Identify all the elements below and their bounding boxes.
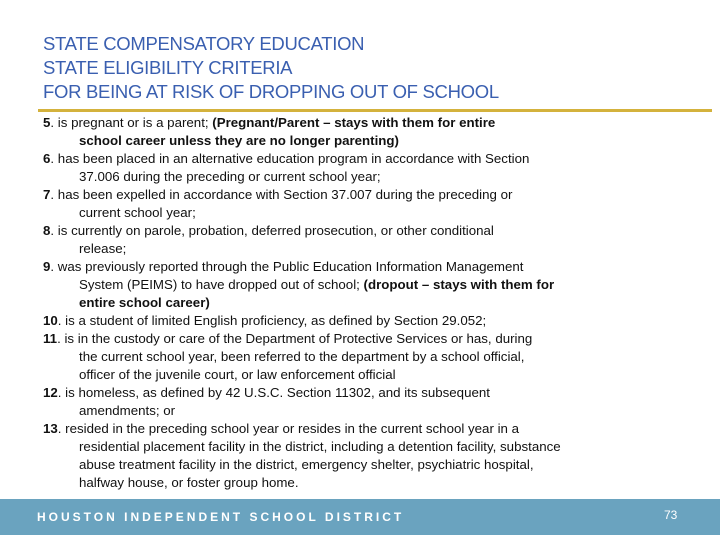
criteria-item: [43, 114, 561, 150]
criteria-number: 5: [43, 115, 51, 130]
criteria-line: [43, 132, 561, 150]
criteria-item: [43, 384, 561, 420]
criteria-line: [43, 204, 561, 222]
criteria-number: 7: [43, 187, 51, 202]
criteria-line: [43, 276, 561, 294]
criteria-text: 37.006 during the preceding or current school year;: [79, 169, 381, 184]
criteria-note: school career unless they are no longer parenting): [79, 133, 399, 148]
criteria-line: [43, 366, 561, 384]
criteria-line: [43, 294, 561, 312]
criteria-item: [43, 258, 561, 312]
criteria-number: 6: [43, 151, 51, 166]
criteria-text: current school year;: [79, 205, 196, 220]
criteria-line: [43, 402, 561, 420]
criteria-line: [43, 150, 561, 168]
criteria-number: 11: [43, 331, 58, 346]
slide-title: [43, 32, 499, 104]
criteria-text: . resided in the preceding school year or resides in the current school year in a: [57, 421, 520, 436]
criteria-item: [43, 222, 561, 258]
criteria-text: . is currently on parole, probation, deferred prosecution, or other conditional: [50, 223, 494, 238]
criteria-item: [43, 150, 561, 186]
title-line-3: FOR BEING AT RISK OF DROPPING OUT OF SCHOOL: [43, 81, 499, 102]
criteria-text: officer of the juvenile court, or law enforcement official: [79, 367, 396, 382]
criteria-line: [43, 114, 561, 132]
criteria-item: [43, 186, 561, 222]
criteria-line: [43, 312, 561, 330]
criteria-text: . is a student of limited English proficiency, as defined by Section 29.052;: [57, 313, 487, 328]
criteria-text: residential placement facility in the district, including a detention facility, substance: [79, 439, 561, 454]
criteria-text: System (PEIMS) to have dropped out of school;: [79, 277, 364, 292]
criteria-text: halfway house, or foster group home.: [79, 475, 299, 490]
criteria-line: [43, 330, 561, 348]
criteria-text: . is in the custody or care of the Department of Protective Services or has, during: [57, 331, 533, 346]
criteria-text: . has been expelled in accordance with Section 37.007 during the preceding or: [50, 187, 513, 202]
criteria-text: the current school year, been referred to the department by a school official,: [79, 349, 525, 364]
criteria-line: [43, 168, 561, 186]
criteria-line: [43, 456, 561, 474]
criteria-line: [43, 384, 561, 402]
criteria-list: [43, 114, 561, 492]
criteria-line: [43, 348, 561, 366]
criteria-line: [43, 258, 561, 276]
title-divider: [38, 109, 712, 112]
criteria-line: [43, 420, 561, 438]
criteria-note: entire school career): [79, 295, 210, 310]
criteria-text: . has been placed in an alternative education program in accordance with Section: [50, 151, 530, 166]
criteria-number: 8: [43, 223, 51, 238]
title-line-1: STATE COMPENSATORY EDUCATION: [43, 33, 365, 54]
page-number: 73: [664, 508, 678, 522]
criteria-line: [43, 240, 561, 258]
criteria-line: [43, 186, 561, 204]
criteria-line: [43, 438, 561, 456]
criteria-text: release;: [79, 241, 127, 256]
criteria-number: 10: [43, 313, 58, 328]
criteria-text: . was previously reported through the Public Education Information Management: [50, 259, 524, 274]
criteria-number: 9: [43, 259, 51, 274]
criteria-number: 12: [43, 385, 58, 400]
criteria-text: . is homeless, as defined by 42 U.S.C. Section 11302, and its subsequent: [57, 385, 490, 400]
district-name: HOUSTON INDEPENDENT SCHOOL DISTRICT: [37, 510, 405, 524]
criteria-text: abuse treatment facility in the district, emergency shelter, psychiatric hospital,: [79, 457, 534, 472]
criteria-item: [43, 312, 561, 330]
criteria-text: . is pregnant or is a parent;: [50, 115, 213, 130]
criteria-item: [43, 330, 561, 384]
criteria-line: [43, 474, 561, 492]
criteria-line: [43, 222, 561, 240]
criteria-note: (Pregnant/Parent – stays with them for entire: [212, 115, 496, 130]
title-line-2: STATE ELIGIBILITY CRITERIA: [43, 57, 293, 78]
footer-bar: [0, 499, 720, 535]
criteria-note: (dropout – stays with them for: [363, 277, 555, 292]
criteria-item: [43, 420, 561, 492]
criteria-number: 13: [43, 421, 58, 436]
criteria-text: amendments; or: [79, 403, 176, 418]
